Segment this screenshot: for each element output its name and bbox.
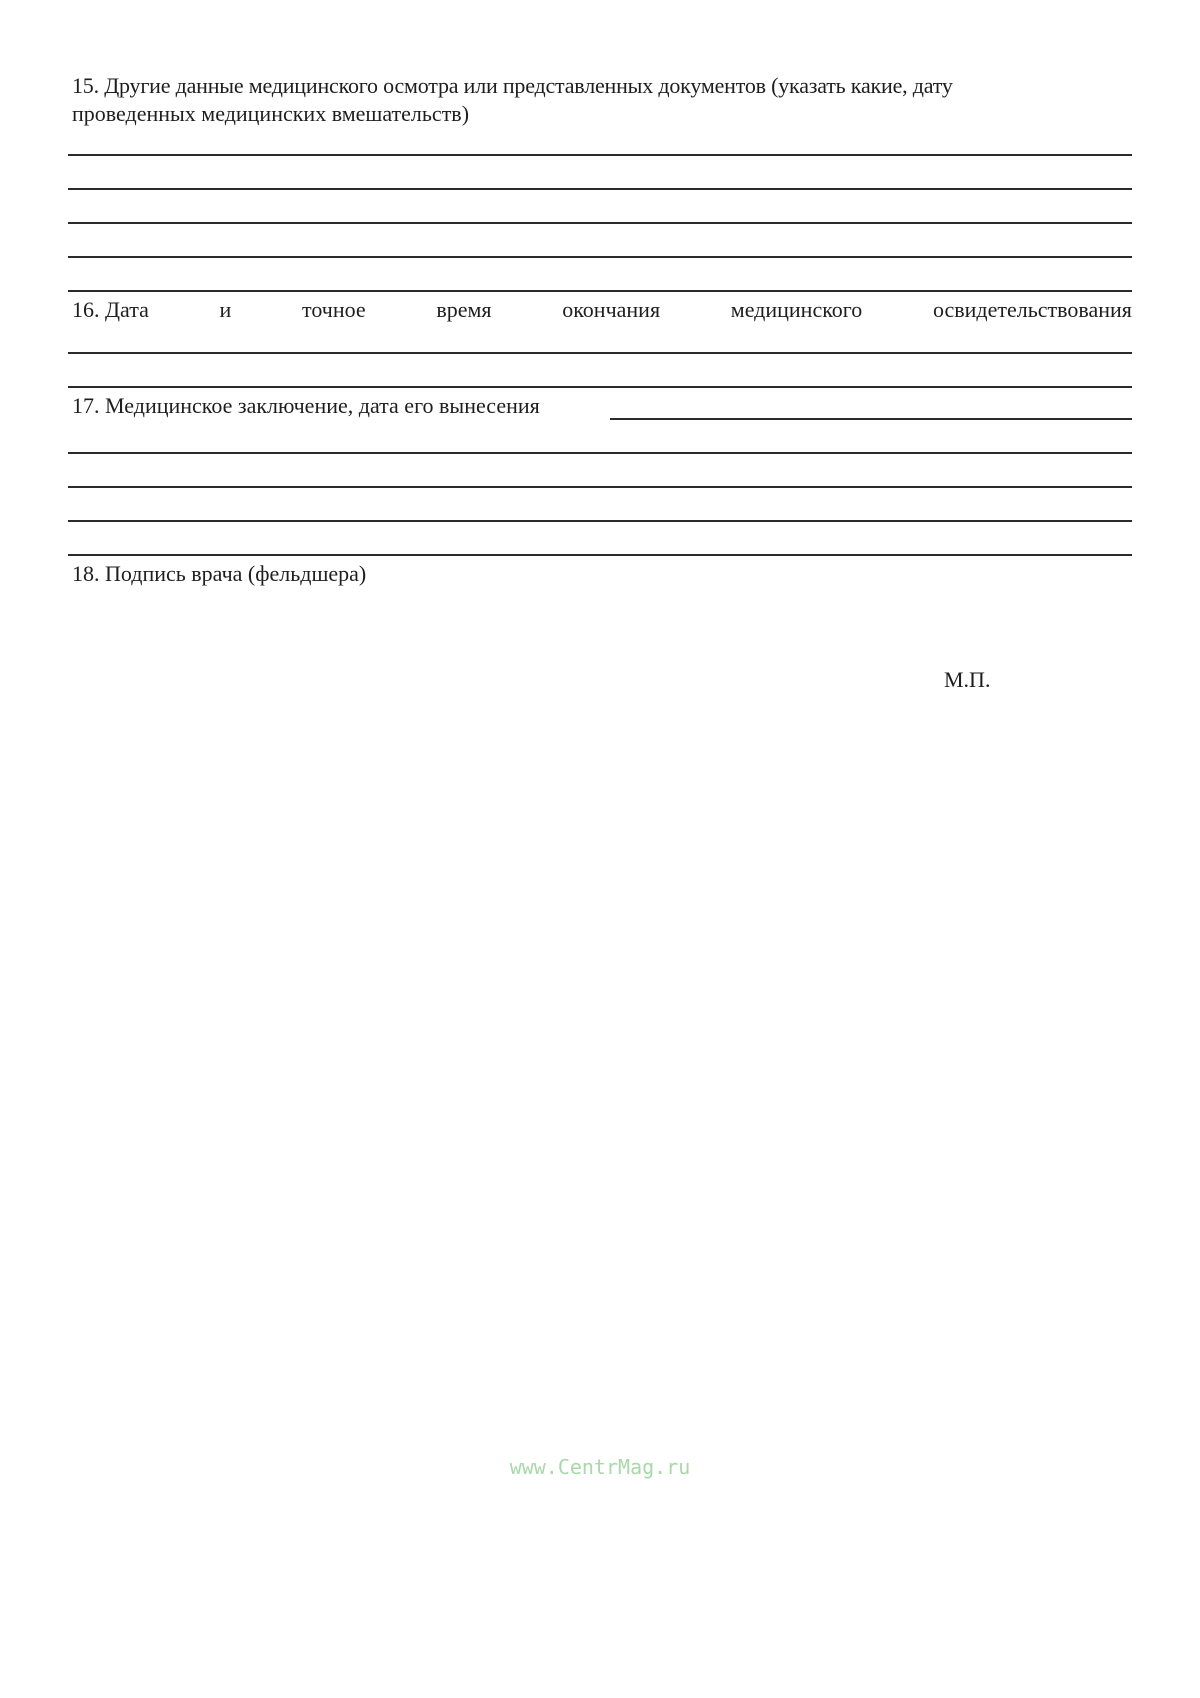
stamp-place-label: М.П. xyxy=(944,667,991,692)
item-15-answer-line-3[interactable] xyxy=(68,222,1132,224)
item-16-word: точное xyxy=(302,297,366,322)
item-15-text-line-2: проведенных медицинских вмешательств) xyxy=(72,101,470,126)
item-17-answer-line-2[interactable] xyxy=(68,486,1132,488)
item-16-text xyxy=(72,296,1132,324)
item-16-word: и xyxy=(219,297,232,322)
item-16-word: окончания xyxy=(562,297,661,322)
item-15-answer-line-5[interactable] xyxy=(68,290,1132,292)
item-16-word: медицинского xyxy=(730,297,863,322)
item-16-answer-line-1[interactable] xyxy=(68,352,1132,354)
item-16-word: освидетельствования xyxy=(932,297,1132,322)
item-16-word: 16. Дата xyxy=(72,297,149,322)
item-17-answer-line-3[interactable] xyxy=(68,520,1132,522)
watermark: www.CentrMag.ru xyxy=(509,1455,691,1479)
item-15-answer-line-2[interactable] xyxy=(68,188,1132,190)
item-18-label: 18. Подпись врача (фельдшера) xyxy=(72,561,367,586)
item-15-answer-line-1[interactable] xyxy=(68,154,1132,156)
item-17-label: 17. Медицинское заключение, дата его вынесения xyxy=(72,393,540,418)
item-17-answer-line-4[interactable] xyxy=(68,554,1132,556)
item-17-inline-answer-line[interactable] xyxy=(610,418,1132,420)
item-15-answer-line-4[interactable] xyxy=(68,256,1132,258)
item-15-text-line-1: 15. Другие данные медицинского осмотра или представленных документов (указать какие, дату xyxy=(72,73,953,98)
item-17-answer-line-1[interactable] xyxy=(68,452,1132,454)
item-16-answer-line-2[interactable] xyxy=(68,386,1132,388)
item-16-word: время xyxy=(436,297,492,322)
